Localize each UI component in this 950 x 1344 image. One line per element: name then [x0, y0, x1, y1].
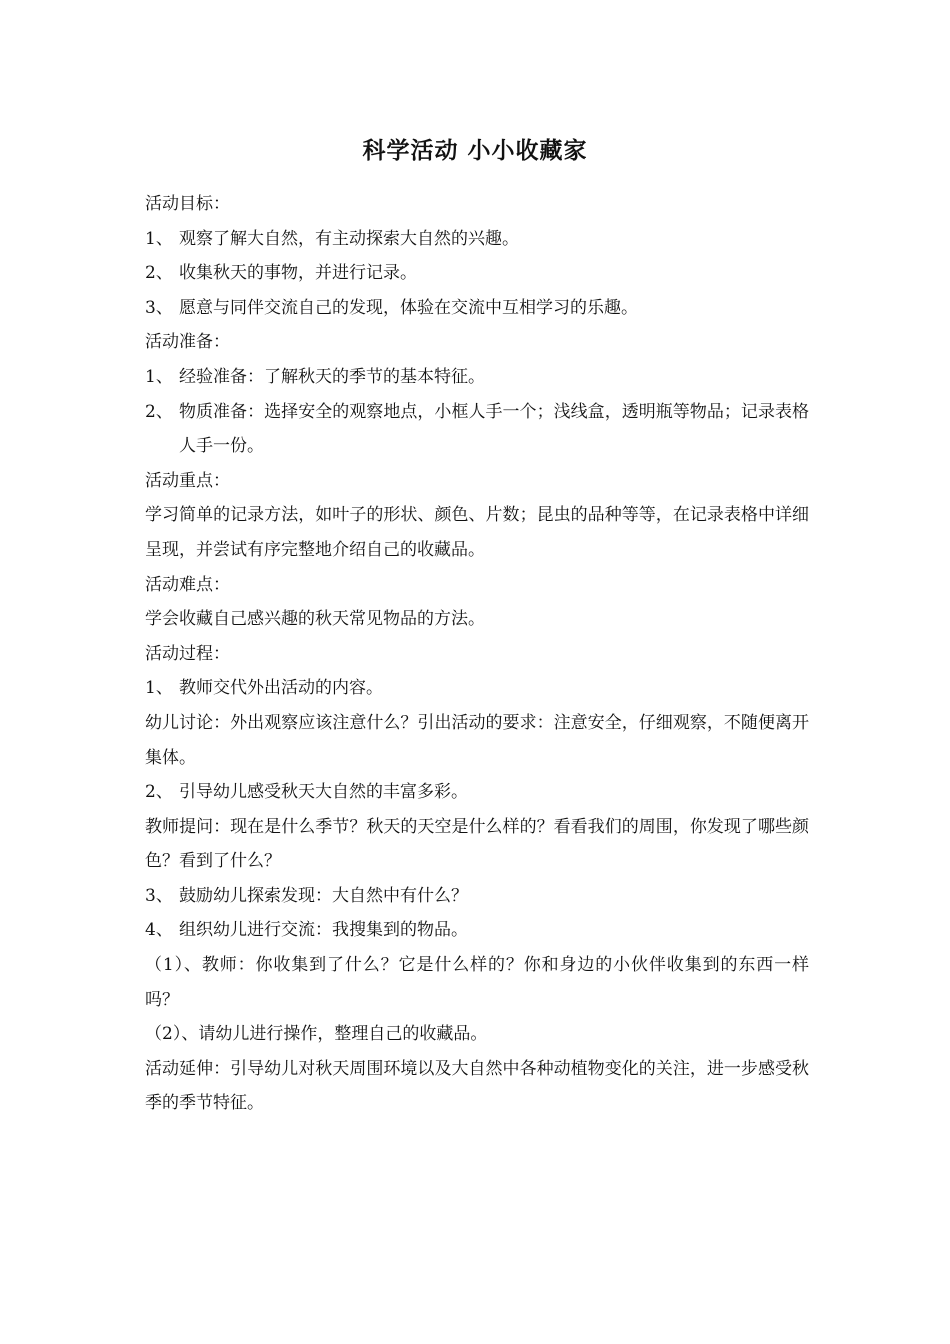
goal-number: 2、 [145, 263, 173, 284]
prep-text: 物质准备：选择安全的观察地点，小框人手一个；浅线盒，透明瓶等物品；记录表格人手一份。 [179, 401, 809, 457]
process-step [145, 879, 809, 914]
goal-text: 观察了解大自然，有主动探索大自然的兴趣。 [179, 228, 519, 249]
key-text: 学习简单的记录方法，如叶子的形状、颜色、片数；昆虫的品种等等，在记录表格中详细呈现，并尝试有序完整地介绍自己的收藏品。 [145, 505, 809, 560]
step-text: 鼓励幼儿探索发现：大自然中有什么？ [179, 885, 468, 906]
goal-number: 1、 [145, 228, 173, 249]
step-number: 4、 [145, 920, 173, 941]
goal-number: 3、 [145, 297, 173, 318]
process-step [145, 775, 809, 810]
step-number: 2、 [145, 782, 173, 803]
prep-number: 2、 [145, 401, 173, 422]
teacher-question: 教师提问：现在是什么季节？秋天的天空是什么样的？看看我们的周围，你发现了哪些颜色？看到了什么？ [145, 816, 809, 872]
prep-item [145, 395, 809, 464]
sub-step: （1）、教师：你收集到了什么？它是什么样的？你和身边的小伙伴收集到的东西一样吗？ [145, 955, 809, 1010]
goal-item [145, 256, 809, 291]
process-heading: 活动过程： [145, 643, 230, 664]
key-heading: 活动重点： [145, 470, 230, 491]
prep-number: 1、 [145, 366, 173, 387]
process-step [145, 671, 809, 706]
prep-text: 经验准备：了解秋天的季节的基本特征。 [179, 366, 485, 387]
goal-item [145, 291, 809, 326]
step-number: 3、 [145, 885, 173, 906]
difficulty-text: 学会收藏自己感兴趣的秋天常见物品的方法。 [145, 609, 485, 630]
goal-text: 收集秋天的事物，并进行记录。 [179, 263, 417, 284]
goal-text: 愿意与同伴交流自己的发现，体验在交流中互相学习的乐趣。 [179, 297, 638, 318]
process-step [145, 913, 809, 948]
prep-item [145, 360, 809, 395]
children-discussion: 幼儿讨论：外出观察应该注意什么？引出活动的要求：注意安全，仔细观察，不随便离开集体。 [145, 712, 809, 768]
document-body [145, 187, 809, 1121]
page-title: 科学活动 小小收藏家 [362, 138, 588, 164]
difficulty-heading: 活动难点： [145, 574, 230, 595]
step-text: 引导幼儿感受秋天大自然的丰富多彩。 [179, 782, 468, 803]
sub-step: （2）、请幼儿进行操作，整理自己的收藏品。 [145, 1024, 488, 1045]
step-text: 教师交代外出活动的内容。 [179, 678, 383, 699]
prep-heading: 活动准备： [145, 332, 230, 353]
step-number: 1、 [145, 678, 173, 699]
activity-extension: 活动延伸：引导幼儿对秋天周围环境以及大自然中各种动植物变化的关注，进一步感受秋季的季节特征。 [145, 1058, 809, 1114]
goals-heading: 活动目标： [145, 194, 230, 214]
goal-item [145, 222, 809, 257]
step-text: 组织幼儿进行交流：我搜集到的物品。 [179, 920, 468, 941]
